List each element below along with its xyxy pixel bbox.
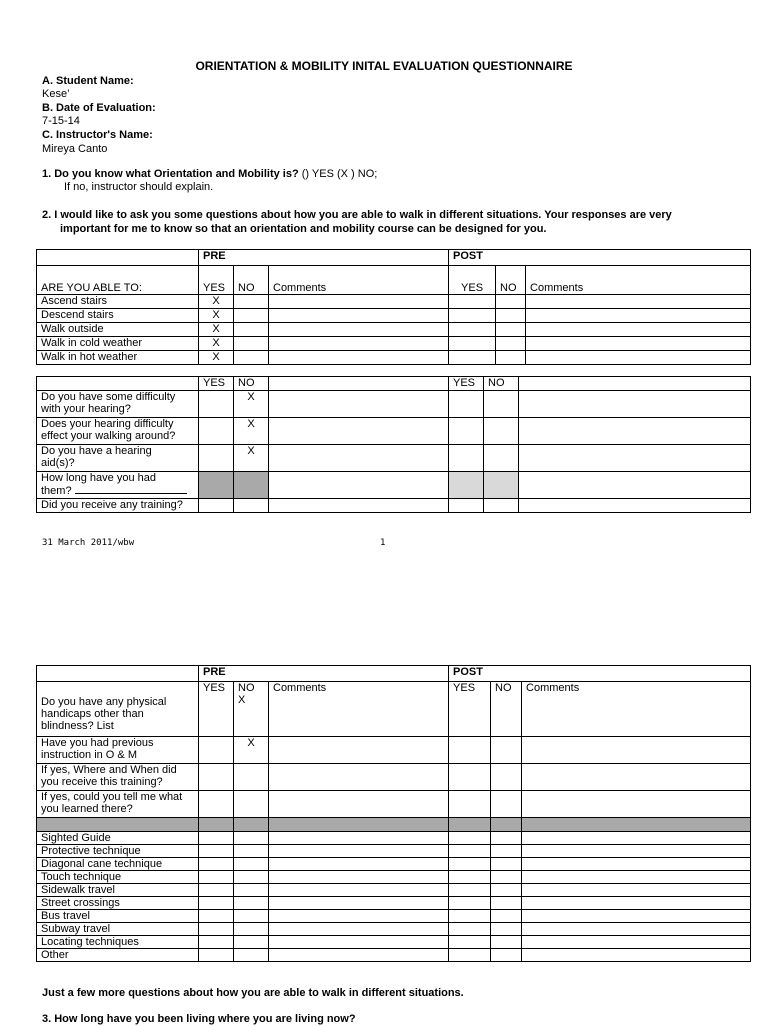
t2-r4-line1: How long have you had <box>41 472 156 484</box>
t2-row-post-comments <box>519 418 751 445</box>
t2-row-pre-yes <box>199 418 234 445</box>
t2-r2-line1: Does your hearing difficulty <box>41 418 174 430</box>
t3-cell <box>522 936 751 949</box>
t1-row-post-no <box>496 309 526 323</box>
t3-cell <box>234 897 269 910</box>
date-label: B. Date of Evaluation: <box>42 102 156 114</box>
t3-cell <box>269 897 449 910</box>
t3-row-post-no <box>491 764 522 791</box>
footer-date: 31 March 2011/wbw <box>42 538 135 548</box>
t3-technique-label: Sighted Guide <box>37 832 199 845</box>
t1-row-pre-yes: X <box>199 295 234 309</box>
t3-cell <box>199 858 234 871</box>
t3-cell <box>491 858 522 871</box>
question-1-answer: () YES (X ) NO; <box>298 168 378 180</box>
t1-row-post-yes <box>449 295 496 309</box>
t1-row-post-no <box>496 337 526 351</box>
t3-technique-label: Diagonal cane technique <box>37 858 199 871</box>
t3-cell <box>269 871 449 884</box>
t3-cell <box>491 845 522 858</box>
t3-cell <box>522 832 751 845</box>
t1-row-pre-comments <box>269 295 449 309</box>
t3-row-label <box>37 682 199 737</box>
t1-empty-header <box>37 250 199 266</box>
t2-post-comments-header <box>519 377 751 391</box>
t1-row-label: Ascend stairs <box>37 295 199 309</box>
t1-pre-header: PRE <box>199 250 449 266</box>
t1-row-pre-comments <box>269 351 449 365</box>
t3-cell <box>522 858 751 871</box>
t2-pre-no-header: NO <box>234 377 269 391</box>
t2-row-post-no <box>484 499 519 513</box>
t3-technique-label: Locating techniques <box>37 936 199 949</box>
t3-divider-cell <box>522 818 751 832</box>
t3-cell <box>522 884 751 897</box>
t1-row-pre-no <box>234 309 269 323</box>
t3-cell <box>522 897 751 910</box>
t1-row-pre-yes: X <box>199 309 234 323</box>
t3-cell <box>449 910 491 923</box>
t3-cell <box>234 936 269 949</box>
t3-cell <box>491 949 522 962</box>
t2-row-pre-no: X <box>234 391 269 418</box>
t2-row-pre-comments <box>269 472 449 499</box>
t3-cell <box>269 923 449 936</box>
t2-row-post-comments <box>519 472 751 499</box>
t1-post-no-header: NO <box>496 266 526 295</box>
t3-pre-yes-header: YES <box>199 682 234 737</box>
t3-divider-cell <box>37 818 199 832</box>
t1-row-post-comments <box>526 323 751 337</box>
t2-row-pre-comments <box>269 418 449 445</box>
t1-row-post-comments <box>526 337 751 351</box>
instructor-label: C. Instructor's Name: <box>42 129 153 141</box>
t2-row-post-comments <box>519 499 751 513</box>
t3-row-label <box>37 737 199 764</box>
t1-row-pre-comments <box>269 323 449 337</box>
t3-divider-cell <box>449 818 491 832</box>
t3-row-post-no <box>491 791 522 818</box>
t1-row-pre-yes: X <box>199 323 234 337</box>
t3-cell <box>269 832 449 845</box>
t3-r1-line3: blindness? List <box>41 720 114 732</box>
t3-pre-comments-header: Comments <box>269 682 449 737</box>
t2-row-post-no-shaded <box>484 472 519 499</box>
t3-r3-line1: If yes, Where and When did <box>41 764 177 776</box>
t3-cell <box>449 871 491 884</box>
t1-row-pre-yes: X <box>199 351 234 365</box>
t3-cell <box>449 884 491 897</box>
t3-cell <box>234 884 269 897</box>
instructor-value: Mireya Canto <box>42 143 108 155</box>
t3-cell <box>269 884 449 897</box>
t3-cell <box>269 936 449 949</box>
t3-post-yes-header: YES <box>449 682 491 737</box>
t3-technique-label: Sidewalk travel <box>37 884 199 897</box>
t3-cell <box>199 949 234 962</box>
question-3: 3. How long have you been living where you are living now? <box>42 1013 356 1025</box>
training-table <box>36 665 751 962</box>
t2-row-post-yes <box>449 499 484 513</box>
t3-post-no-header: NO <box>491 682 522 737</box>
t2-row-post-yes <box>449 391 484 418</box>
t3-cell <box>199 871 234 884</box>
t3-cell <box>449 936 491 949</box>
t2-row-post-comments <box>519 445 751 472</box>
t1-row-post-yes <box>449 309 496 323</box>
t3-pre-header: PRE <box>199 666 449 682</box>
t1-row-pre-yes: X <box>199 337 234 351</box>
t1-row-post-no <box>496 351 526 365</box>
t1-post-header: POST <box>449 250 751 266</box>
t3-cell <box>199 845 234 858</box>
t2-row-label <box>37 418 199 445</box>
t1-row-label: Walk in cold weather <box>37 337 199 351</box>
t3-technique-label: Bus travel <box>37 910 199 923</box>
t3-r1-line1: Do you have any physical <box>41 696 167 708</box>
question-1-text: 1. Do you know what Orientation and Mobility is? <box>42 168 299 180</box>
t3-row-post-comments <box>522 737 751 764</box>
t2-row-label <box>37 445 199 472</box>
t3-r2-line2: instruction in O & M <box>41 749 137 761</box>
t3-cell <box>234 832 269 845</box>
t3-row-pre-yes <box>199 791 234 818</box>
t3-cell <box>449 858 491 871</box>
t2-row-pre-yes <box>199 499 234 513</box>
t3-cell <box>449 949 491 962</box>
t3-row-pre-no: X <box>234 737 269 764</box>
question-1 <box>42 168 377 181</box>
t3-cell <box>234 949 269 962</box>
t3-cell <box>199 832 234 845</box>
student-name-value: Kese’ <box>42 88 70 100</box>
t1-row-label: Walk in hot weather <box>37 351 199 365</box>
t1-pre-no-header: NO <box>234 266 269 295</box>
t3-technique-label: Street crossings <box>37 897 199 910</box>
t2-row-post-comments <box>519 391 751 418</box>
t3-divider-cell <box>199 818 234 832</box>
t2-r3-line1: Do you have a hearing <box>41 445 152 457</box>
t2-pre-yes-header: YES <box>199 377 234 391</box>
t1-row-post-yes <box>449 351 496 365</box>
t3-row-pre-comments <box>269 764 449 791</box>
t2-post-no-header: NO <box>484 377 519 391</box>
t2-row-pre-yes <box>199 391 234 418</box>
t3-cell <box>199 936 234 949</box>
t3-cell <box>491 884 522 897</box>
t3-row-post-yes <box>449 764 491 791</box>
t2-row-post-yes <box>449 445 484 472</box>
t3-row-post-yes <box>449 791 491 818</box>
t3-cell <box>449 923 491 936</box>
t3-row-pre-yes <box>199 737 234 764</box>
t1-row-post-yes <box>449 337 496 351</box>
t3-r4-line1: If yes, could you tell me what <box>41 791 183 803</box>
t2-row-pre-yes <box>199 445 234 472</box>
t3-row-pre-yes <box>199 764 234 791</box>
hearing-table <box>36 376 751 513</box>
t3-r4-line2: you learned there? <box>41 803 133 815</box>
t3-post-header: POST <box>449 666 751 682</box>
t2-row-post-yes-shaded <box>449 472 484 499</box>
t3-technique-label: Protective technique <box>37 845 199 858</box>
t3-cell <box>234 858 269 871</box>
t3-row-post-comments <box>522 791 751 818</box>
t3-cell <box>449 897 491 910</box>
t2-row-post-no <box>484 391 519 418</box>
t2-row-post-yes <box>449 418 484 445</box>
t3-cell <box>522 949 751 962</box>
t3-cell <box>269 858 449 871</box>
t1-row-pre-no <box>234 351 269 365</box>
t3-cell <box>449 845 491 858</box>
t3-technique-label: Subway travel <box>37 923 199 936</box>
t2-row-post-no <box>484 445 519 472</box>
t3-post-comments-header: Comments <box>522 682 751 737</box>
t1-row-label: Descend stairs <box>37 309 199 323</box>
t3-pre-no-header <box>234 682 269 737</box>
t3-cell <box>234 871 269 884</box>
t3-cell <box>269 949 449 962</box>
t3-cell <box>491 936 522 949</box>
t3-row-post-no <box>491 737 522 764</box>
t1-row-pre-no <box>234 337 269 351</box>
t3-row-post-yes <box>449 737 491 764</box>
t2-empty-header <box>37 377 199 391</box>
t1-row-pre-no <box>234 295 269 309</box>
t1-row-post-no <box>496 323 526 337</box>
t1-post-comments-header: Comments <box>526 266 751 295</box>
t3-divider-cell <box>234 818 269 832</box>
t1-row-post-comments <box>526 309 751 323</box>
t3-cell <box>491 832 522 845</box>
t2-row-post-no <box>484 418 519 445</box>
t3-cell <box>522 923 751 936</box>
t3-cell <box>234 923 269 936</box>
t3-technique-label: Other <box>37 949 199 962</box>
t3-cell <box>449 832 491 845</box>
t2-post-yes-header: YES <box>449 377 484 391</box>
t3-cell <box>234 845 269 858</box>
t3-row-pre-comments <box>269 737 449 764</box>
t3-cell <box>522 871 751 884</box>
t1-able-header: ARE YOU ABLE TO: <box>37 266 199 295</box>
t1-pre-yes-header: YES <box>199 266 234 295</box>
t3-r1-pre-no: X <box>238 694 246 706</box>
t1-post-yes-header: YES <box>449 266 496 295</box>
t3-r1-line2: handicaps other than <box>41 708 144 720</box>
t2-row-label: Did you receive any training? <box>37 499 199 513</box>
closing-statement: Just a few more questions about how you are able to walk in different situations. <box>42 987 464 999</box>
t2-r1-line2: with your hearing? <box>41 403 131 415</box>
t2-row-pre-comments <box>269 499 449 513</box>
t3-cell <box>491 923 522 936</box>
student-name-label: A. Student Name: <box>42 75 134 87</box>
t2-row-pre-no-shaded <box>234 472 269 499</box>
t3-cell <box>199 923 234 936</box>
ability-table <box>36 249 751 365</box>
t2-row-pre-yes-shaded <box>199 472 234 499</box>
t3-r3-line2: you receive this training? <box>41 776 163 788</box>
t3-empty-header <box>37 666 199 682</box>
t3-row-pre-no <box>234 764 269 791</box>
t3-cell <box>269 845 449 858</box>
t3-cell <box>491 910 522 923</box>
t2-pre-comments-header <box>269 377 449 391</box>
t3-divider-cell <box>491 818 522 832</box>
date-value: 7-15-14 <box>42 115 80 127</box>
t2-r2-line2: effect your walking around? <box>41 430 176 442</box>
t3-cell <box>522 845 751 858</box>
t2-r4-line2-text: them? <box>41 485 72 497</box>
t3-cell <box>491 897 522 910</box>
t1-row-pre-comments <box>269 309 449 323</box>
t3-cell <box>234 910 269 923</box>
t2-row-label <box>37 391 199 418</box>
t2-row-pre-no <box>234 499 269 513</box>
t3-row-label <box>37 791 199 818</box>
t2-row-pre-no: X <box>234 418 269 445</box>
t3-row-post-comments <box>522 764 751 791</box>
footer-page-number: 1 <box>380 538 386 548</box>
t2-r1-line1: Do you have some difficulty <box>41 391 176 403</box>
question-2-line-1: 2. I would like to ask you some questions about how you are able to walk in different situations. Your responses are very <box>42 209 672 221</box>
t1-row-post-comments <box>526 295 751 309</box>
t3-row-label <box>37 764 199 791</box>
t3-cell <box>199 884 234 897</box>
t2-row-label <box>37 472 199 499</box>
t1-row-label: Walk outside <box>37 323 199 337</box>
t2-row-pre-no: X <box>234 445 269 472</box>
t1-row-post-no <box>496 295 526 309</box>
t1-pre-comments-header: Comments <box>269 266 449 295</box>
document-title: ORIENTATION & MOBILITY INITAL EVALUATION QUESTIONNAIRE <box>195 59 573 73</box>
t2-row-pre-comments <box>269 391 449 418</box>
t3-row-pre-comments <box>269 791 449 818</box>
fill-in-blank <box>75 484 187 494</box>
t2-r3-line2: aid(s)? <box>41 457 75 469</box>
t1-row-post-comments <box>526 351 751 365</box>
t2-row-pre-comments <box>269 445 449 472</box>
t1-row-pre-no <box>234 323 269 337</box>
t3-cell <box>522 910 751 923</box>
t3-r2-line1: Have you had previous <box>41 737 154 749</box>
t3-cell <box>491 871 522 884</box>
t2-r4-line2 <box>41 484 194 497</box>
t3-cell <box>199 910 234 923</box>
t1-row-post-yes <box>449 323 496 337</box>
t1-row-pre-comments <box>269 337 449 351</box>
question-1-note: If no, instructor should explain. <box>64 181 214 193</box>
t3-row-pre-no <box>234 791 269 818</box>
t3-technique-label: Touch technique <box>37 871 199 884</box>
question-2-line-2: important for me to know so that an orientation and mobility course can be designed for you. <box>60 223 547 235</box>
t3-divider-cell <box>269 818 449 832</box>
t3-cell <box>199 897 234 910</box>
t3-pre-no-label: NO <box>238 682 255 694</box>
t3-cell <box>269 910 449 923</box>
